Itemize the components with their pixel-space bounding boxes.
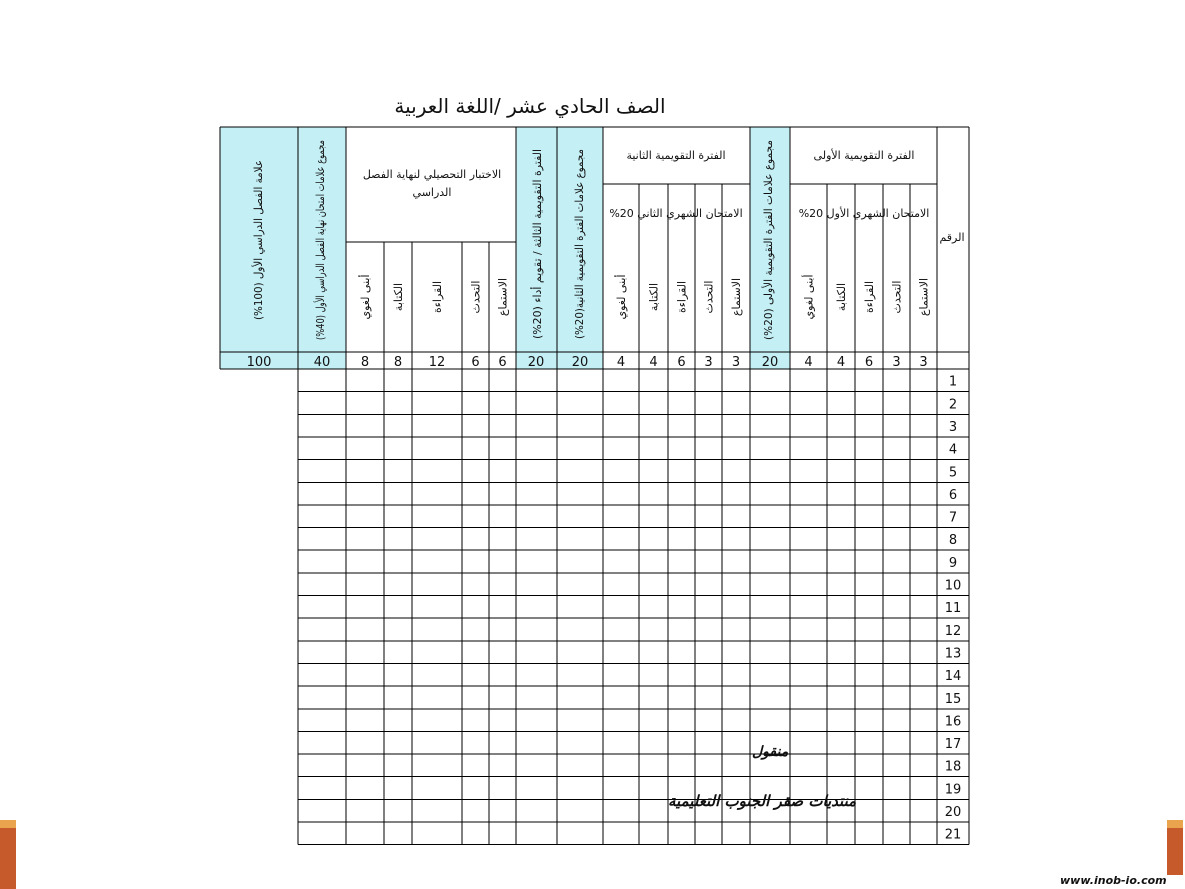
score-value: 8 [393,355,403,370]
row-number: 4 [948,442,958,458]
header-number-label: الرقم [939,231,965,244]
row-number: 10 [944,578,962,594]
score-value: 4 [649,355,658,370]
skill-label: التحدث [469,280,483,314]
score-value: 6 [677,355,686,370]
score-value: 4 [804,355,813,370]
skill-label: أبنى لغوي [359,274,372,320]
header-semester-grade: علامة الفصل الدراسي الأول (100%) [252,151,265,320]
header-period2-exam: الامتحان الشهري الثاني 20% [609,207,743,220]
row-number: 15 [944,691,962,707]
skill-label: التحدث [702,280,716,314]
row-number: 20 [944,805,962,820]
skill-label: القراءة [431,280,444,314]
header-period2: الفترة التقويمية الثانية [626,149,726,162]
skill-label: الاستماع [730,277,743,317]
score-value: 6 [498,355,507,370]
score-value: 20 [761,355,779,370]
score-value: 4 [616,355,626,370]
row-number: 8 [948,533,958,549]
skill-label: التحدث [890,280,904,314]
score-value: 4 [836,355,846,370]
skill-label: القراءة [863,280,876,314]
score-value: 100 [246,355,272,370]
website-url: www.inob-io.com [1060,874,1167,887]
row-number: 21 [944,827,962,843]
header-period1-exam: الامتحان الشهري الأول 20% [798,207,930,220]
score-value: 3 [892,355,901,370]
row-number: 6 [948,487,958,503]
row-number: 1 [948,374,958,390]
score-value: 20 [571,355,589,370]
row-number: 9 [948,555,958,571]
skill-label: الكتابة [392,282,405,312]
header-period2-total: مجموع علامات الفترة التقويمية الثانية(20%) [573,137,586,339]
skill-label: الكتابة [835,282,848,312]
row-number: 14 [944,669,962,685]
page-title: الصف الحادي عشر /اللغة العربية [394,94,666,118]
header-final-total: مجموع علامات امتحان نهاية الفصل الدراسي الأول (40%) [314,82,327,340]
header-final-exam-line1: الاختبار التحصيلي لنهاية الفصل [362,168,502,181]
skill-label: الاستماع [917,277,931,317]
decorative-bar-left [0,820,16,889]
score-value: 3 [704,355,713,370]
skill-label: الكتابة [647,282,661,312]
score-value: 12 [428,355,446,370]
row-number: 17 [944,737,962,753]
row-number: 16 [944,714,962,730]
score-value: 20 [527,355,545,370]
skill-label: الاستماع [496,277,510,317]
row-number: 7 [948,510,958,526]
header-period1-total: مجموع علامات الفترة التقويمية الأولى (20%) [762,132,775,340]
watermark-forum: منتديات صقر الجنوب التعليمية [668,792,857,810]
row-number: 3 [948,419,958,435]
score-value: 3 [919,355,928,370]
row-number: 2 [948,397,958,413]
score-value: 8 [360,355,370,370]
row-number: 12 [944,623,962,639]
skill-label: القراءة [675,280,689,314]
skill-label: أبنى لغوي [615,274,628,320]
decorative-bar-right [1167,820,1183,875]
row-number: 19 [944,782,962,798]
header-period3: الفترة التقويمية الثالثة / تقويم أداء (20%) [531,148,544,339]
row-number: 11 [944,601,962,617]
watermark-copied: منقول [752,744,789,760]
score-value: 6 [471,355,480,370]
score-value: 40 [313,355,331,370]
header-final-exam-line2: الدراسي [412,186,452,199]
row-number: 18 [944,759,962,775]
header-period1: الفترة التقويمية الأولى [813,149,915,162]
row-number: 13 [944,646,962,662]
score-value: 6 [864,355,874,370]
score-value: 3 [731,355,741,370]
skill-label: أبنى لغوي [802,274,816,320]
row-number: 5 [948,465,958,481]
